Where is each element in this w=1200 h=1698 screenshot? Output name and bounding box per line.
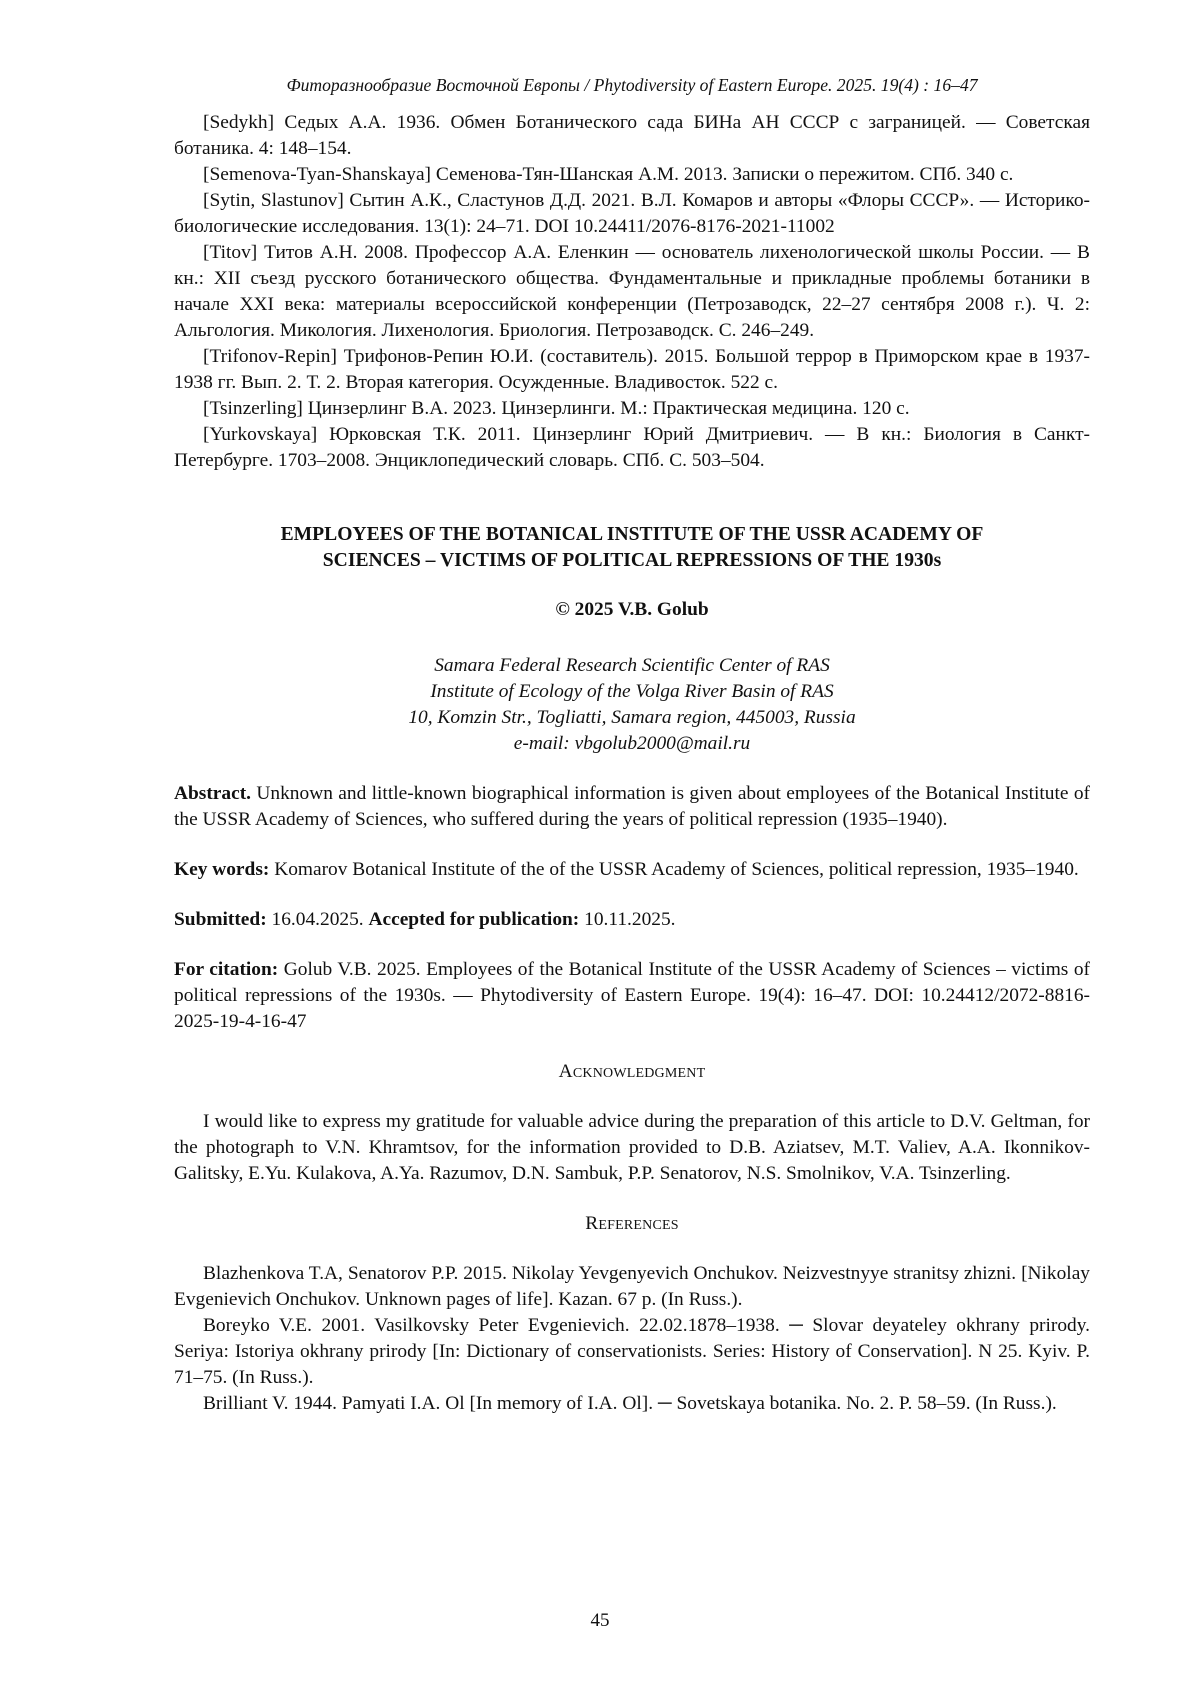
keywords bbox=[174, 857, 1090, 883]
keywords-text: Komarov Botanical Institute of the of the USSR Academy of Sciences, political repression, 1935–1940. bbox=[274, 859, 1079, 880]
accepted-label: Accepted for publication: bbox=[368, 909, 579, 930]
article-title bbox=[174, 522, 1090, 574]
references-list bbox=[174, 1261, 1090, 1417]
journal-page bbox=[0, 0, 1200, 1698]
keywords-label: Key words: bbox=[174, 859, 269, 880]
reference-item: Blazhenkova T.A, Senatorov P.P. 2015. Nikolay Yevgenyevich Onchukov. Neizvestnyye stranitsy zhizni. [Nikolay Evgenievich Onchukov. Unknown pages of life]. Kazan. 67 p. (In Russ.). bbox=[174, 1261, 1090, 1313]
affiliation-line: Institute of Ecology of the Volga River Basin of RAS bbox=[174, 679, 1090, 705]
reference-item: [Yurkovskaya] Юрковская Т.К. 2011. Цинзерлинг Юрий Дмитриевич. — В кн.: Биология в Санкт-Петербурге. 1703–2008. Энциклопедический словарь. СПб. С. 503–504. bbox=[174, 422, 1090, 474]
reference-item: [Tsinzerling] Цинзерлинг В.А. 2023. Цинзерлинги. М.: Практическая медицина. 120 с. bbox=[174, 396, 1090, 422]
reference-item: Boreyko V.E. 2001. Vasilkovsky Peter Evgenievich. 22.02.1878–1938. ─ Slovar deyateley okhrany prirody. Seriya: Istoriya okhrany prirody [In: Dictionary of conservationists. Series: History of Conservation]. N 25. Kyiv. P. 71–75. (In Russ.). bbox=[174, 1313, 1090, 1391]
running-header: Фиторазнообразие Восточной Европы / Phytodiversity of Eastern Europe. 2025. 19(4) : 16–47 bbox=[174, 72, 1090, 98]
article-title-line: SCIENCES – VICTIMS OF POLITICAL REPRESSIONS OF THE 1930s bbox=[174, 548, 1090, 574]
abstract-text: Unknown and little-known biographical information is given about employees of the Botanical Institute of the USSR Academy of Sciences, who suffered during the years of political repression (1935–1940). bbox=[174, 783, 1090, 830]
acknowledgment-text: I would like to express my gratitude for valuable advice during the preparation of this article to D.V. Geltman, for the photograph to V.N. Khramtsov, for the information provided to D.B. Aziatsev, M.T. Valiev, A.A. Ikonnikov-Galitsky, E.Yu. Kulakova, A.Ya. Razumov, D.N. Sambuk, P.P. Senatorov, N.S. Smolnikov, V.A. Tsinzerling. bbox=[174, 1109, 1090, 1187]
citation bbox=[174, 957, 1090, 1035]
article-title-line: EMPLOYEES OF THE BOTANICAL INSTITUTE OF THE USSR ACADEMY OF bbox=[174, 522, 1090, 548]
accepted-date: 10.11.2025. bbox=[584, 909, 675, 930]
reference-item: [Sedykh] Седых А.А. 1936. Обмен Ботанического сада БИНа АН СССР с заграницей. — Советская ботаника. 4: 148–154. bbox=[174, 110, 1090, 162]
reference-item: [Titov] Титов А.Н. 2008. Профессор А.А. Еленкин — основатель лихенологической школы России. — В кн.: XII съезд русского ботанического общества. Фундаментальные и прикладные проблемы ботаники в начале XXI века: материалы всероссийской конференции (Петрозаводск, 22–27 сентября 2008 г.). Ч. 2: Альгология. Микология. Лихенология. Бриология. Петрозаводск. С. 246–249. bbox=[174, 240, 1090, 344]
article-author: © 2025 V.B. Golub bbox=[174, 597, 1090, 623]
references-russian bbox=[174, 110, 1090, 474]
author-affiliation bbox=[174, 653, 1090, 757]
citation-text: Golub V.B. 2025. Employees of the Botanical Institute of the USSR Academy of Sciences – victims of political repressions of the 1930s. — Phytodiversity of Eastern Europe. 19(4): 16–47. DOI: 10.24412/2072-8816-2025-19-4-16-47 bbox=[174, 959, 1090, 1032]
publication-dates bbox=[174, 907, 1090, 933]
reference-item: [Semenova-Tyan-Shanskaya] Семенова-Тян-Шанская А.М. 2013. Записки о пережитом. СПб. 340 с. bbox=[174, 162, 1090, 188]
submitted-label: Submitted: bbox=[174, 909, 267, 930]
citation-label: For citation: bbox=[174, 959, 278, 980]
submitted-date: 16.04.2025. bbox=[272, 909, 364, 930]
reference-item: [Trifonov-Repin] Трифонов-Репин Ю.И. (составитель). 2015. Большой террор в Приморском крае в 1937-1938 гг. Вып. 2. Т. 2. Вторая категория. Осужденные. Владивосток. 522 с. bbox=[174, 344, 1090, 396]
reference-item: Brilliant V. 1944. Pamyati I.A. Ol [In memory of I.A. Ol]. ─ Sovetskaya botanika. No. 2. P. 58–59. (In Russ.). bbox=[174, 1391, 1090, 1417]
page-number: 45 bbox=[0, 1608, 1200, 1634]
affiliation-line: Samara Federal Research Scientific Center of RAS bbox=[174, 653, 1090, 679]
abstract-label: Abstract. bbox=[174, 783, 251, 804]
affiliation-line: 10, Komzin Str., Togliatti, Samara region, 445003, Russia bbox=[174, 705, 1090, 731]
abstract bbox=[174, 781, 1090, 833]
references-heading: References bbox=[174, 1211, 1090, 1237]
reference-item: [Sytin, Slastunov] Сытин А.К., Сластунов Д.Д. 2021. В.Л. Комаров и авторы «Флоры СССР». — Историко-биологические исследования. 13(1): 24–71. DOI 10.24411/2076-8176-2021-11002 bbox=[174, 188, 1090, 240]
acknowledgment-heading: Acknowledgment bbox=[174, 1059, 1090, 1085]
author-email: e-mail: vbgolub2000@mail.ru bbox=[174, 731, 1090, 757]
